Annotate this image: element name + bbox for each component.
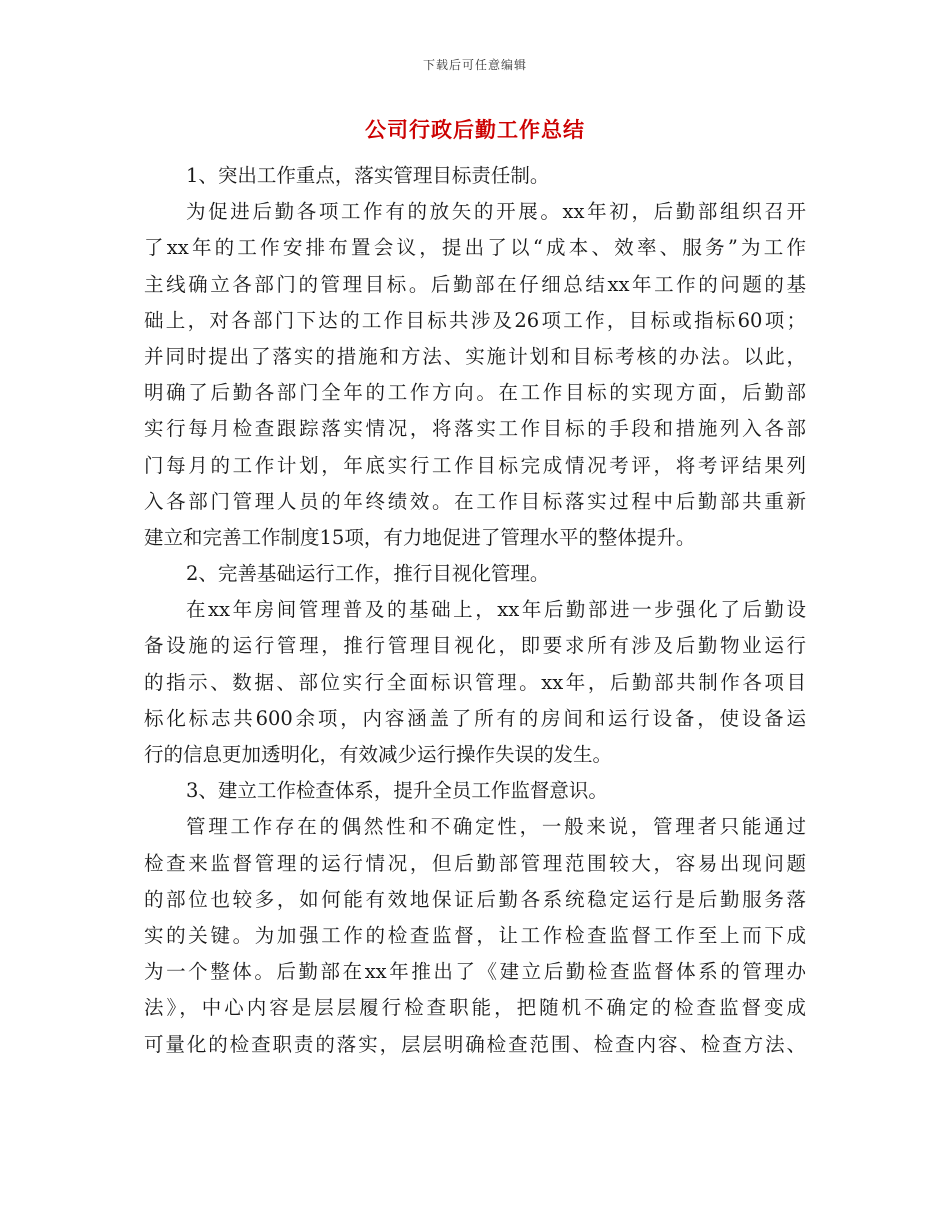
text-line: 的指示、数据、部位实行全面标识管理。xx年，后勤部共制作各项目 [144,670,806,694]
text-line: 在xx年房间管理普及的基础上，xx年后勤部进一步强化了后勤设 [186,598,806,622]
text-line: 备设施的运行管理，推行管理目视化，即要求所有涉及后勤物业运行 [144,634,806,658]
text-line: 标化标志共600余项，内容涵盖了所有的房间和运行设备，使设备运 [144,706,806,730]
text-line: 实的关键。为加强工作的检查监督，让工作检查监督工作至上而下成 [144,923,806,947]
text-line: 明确了后勤各部门全年的工作方向。在工作目标的实现方面，后勤部 [144,381,806,405]
text-line: 行的信息更加透明化，有效减少运行操作失误的发生。 [144,743,613,766]
text-line: 1、突出工作重点，落实管理目标责任制。 [186,164,550,187]
document-title: 公司行政后勤工作总结 [365,117,585,142]
text-line: 管理工作存在的偶然性和不确定性，一般来说，管理者只能通过 [186,815,806,839]
text-line: 门每月的工作计划，年底实行工作目标完成情况考评，将考评结果列 [144,453,806,477]
header-note: 下载后可任意编辑 [422,58,527,72]
text-line: 础上，对各部门下达的工作目标共涉及26项工作，目标或指标60项； [144,308,806,332]
text-line: 为促进后勤各项工作有的放矢的开展。xx年初，后勤部组织召开 [186,200,806,224]
text-line: 2、完善基础运行工作，推行目视化管理。 [186,562,550,586]
text-line: 3、建立工作检查体系，提升全员工作监督意识。 [186,779,608,803]
text-line: 为一个整体。后勤部在xx年推出了《建立后勤检查监督体系的管理办 [144,960,806,984]
document-body [144,158,806,1063]
text-line: 可量化的检查职责的落实，层层明确检查范围、检查内容、检查方法、 [144,1032,806,1056]
text-line: 并同时提出了落实的措施和方法、实施计划和目标考核的办法。以此， [144,344,806,368]
text-line: 建立和完善工作制度15项，有力地促进了管理水平的整体提升。 [144,525,696,549]
text-line: 了xx年的工作安排布置会议，提出了以“成本、效率、服务”为工作 [144,236,806,260]
text-line: 主线确立各部门的管理目标。后勤部在仔细总结xx年工作的问题的基 [144,272,806,296]
text-line: 入各部门管理人员的年终绩效。在工作目标落实过程中后勤部共重新 [144,489,806,513]
text-line: 法》，中心内容是层层履行检查职能，把随机不确定的检查监督变成 [144,996,806,1020]
text-line: 实行每月检查跟踪落实情况，将落实工作目标的手段和措施列入各部 [144,417,806,441]
text-line: 的部位也较多，如何能有效地保证后勤各系统稳定运行是后勤服务落 [144,887,806,911]
text-line: 检查来监督管理的运行情况，但后勤部管理范围较大，容易出现问题 [144,851,806,875]
